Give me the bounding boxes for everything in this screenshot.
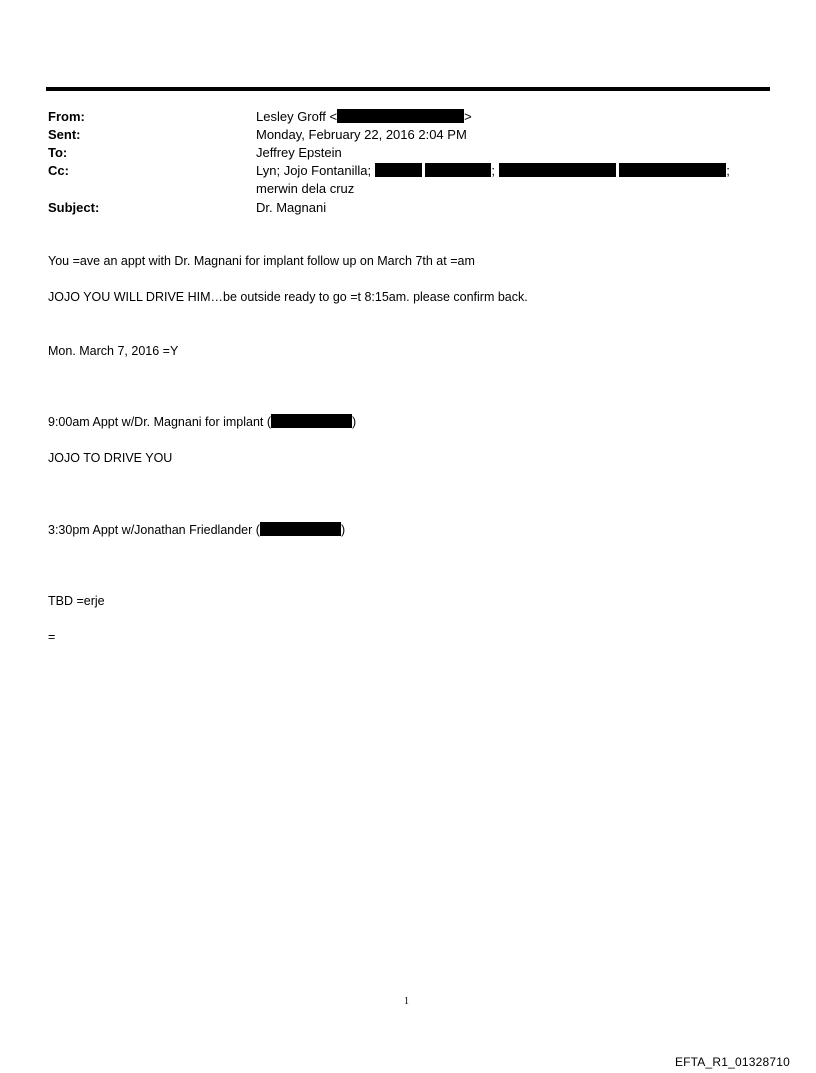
redaction-block — [337, 109, 464, 123]
cc-prefix: Lyn; Jojo Fontanilla; — [256, 163, 372, 178]
cc-separator: ; — [491, 163, 496, 178]
body-line: JOJO YOU WILL DRIVE HIM…be outside ready to go =t 8:15am. please confirm back. — [48, 290, 528, 304]
appt-close: ) — [352, 415, 357, 429]
body-line: JOJO TO DRIVE YOU — [48, 451, 173, 465]
body-line-appt-friedlander — [48, 522, 345, 538]
subject-value: Dr. Magnani — [256, 200, 327, 215]
cc-separator: ; — [726, 163, 730, 178]
appt-close: ) — [340, 523, 346, 537]
redaction-block — [499, 163, 616, 177]
appt-text: 3:30pm Appt w/Jonathan Friedlander ( — [48, 523, 260, 537]
sent-value: Monday, February 22, 2016 2:04 PM — [256, 127, 467, 142]
redaction-block — [425, 163, 491, 177]
bates-number: EFTA_R1_01328710 — [674, 1055, 790, 1069]
cc-label: Cc: — [48, 163, 69, 178]
sent-label: Sent: — [48, 127, 81, 142]
to-value: Jeffrey Epstein — [256, 145, 342, 160]
from-name: Lesley Groff < — [256, 109, 338, 124]
from-close: > — [464, 109, 472, 124]
cc-value-line2: merwin dela cruz — [256, 181, 355, 196]
subject-label: Subject: — [48, 200, 100, 215]
redaction-block — [619, 163, 726, 177]
to-label: To: — [48, 145, 68, 160]
page-number: 1 — [404, 996, 409, 1007]
body-line: TBD =erje — [48, 594, 105, 608]
body-line: Mon. March 7, 2016 =Y — [48, 344, 179, 358]
header-divider — [46, 87, 770, 91]
from-value — [256, 108, 472, 126]
redaction-block — [271, 414, 352, 428]
redaction-block — [375, 163, 422, 177]
from-label: From: — [48, 109, 85, 124]
cc-value — [256, 162, 730, 180]
body-line-appt-magnani — [48, 414, 356, 430]
redaction-block — [260, 522, 341, 536]
body-line: You =ave an appt with Dr. Magnani for implant follow up on March 7th at =am — [48, 254, 475, 268]
appt-text: 9:00am Appt w/Dr. Magnani for implant ( — [48, 415, 272, 429]
body-line: = — [48, 630, 56, 644]
